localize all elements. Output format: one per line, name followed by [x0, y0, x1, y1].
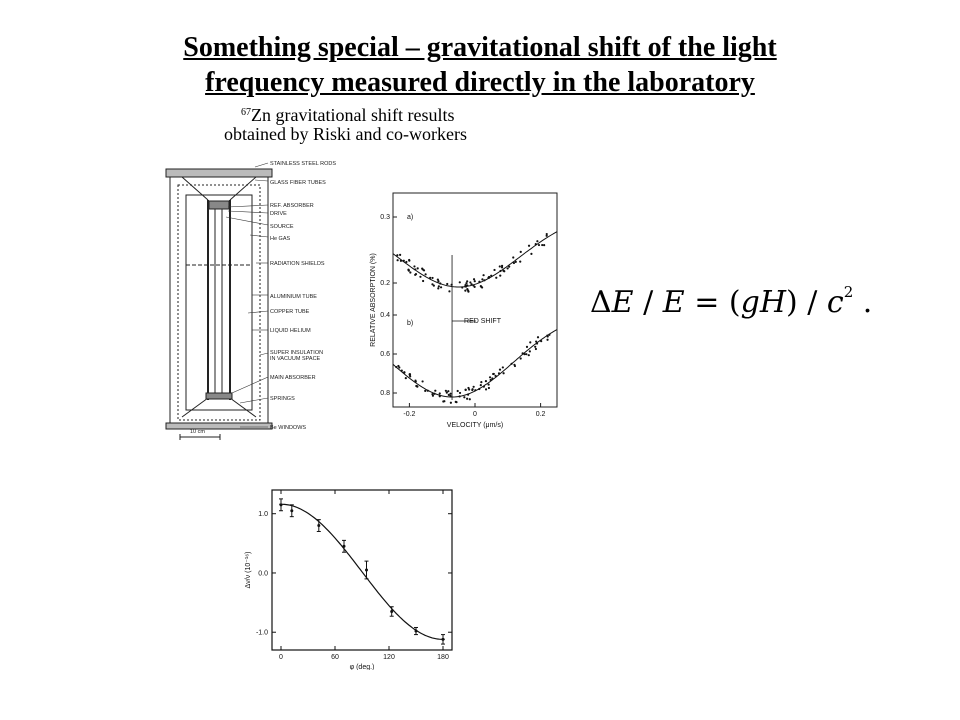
data-point: [491, 377, 493, 379]
data-point: [483, 386, 485, 388]
data-point: [499, 369, 501, 371]
y-tick-label: 0.2: [380, 280, 390, 287]
panel-label: b): [407, 320, 414, 327]
data-point: [461, 286, 463, 288]
data-point: [473, 386, 475, 388]
eq-equals: = (: [684, 285, 741, 320]
eq-g: g: [740, 285, 760, 320]
data-point: [512, 256, 514, 258]
y-tick-label: 0.6: [380, 351, 390, 358]
data-point: [473, 278, 475, 280]
bottom-plate: [166, 423, 272, 429]
data-point: [535, 340, 537, 342]
eq-close: ) /: [785, 285, 827, 320]
data-point: [459, 392, 461, 394]
y-tick-label: 0.3: [380, 214, 390, 221]
data-point: [408, 260, 410, 262]
data-point: [480, 381, 482, 383]
data-point: [471, 389, 473, 391]
data-point: [413, 265, 415, 267]
data-point: [513, 262, 515, 264]
eq-exponent: 2: [843, 283, 854, 301]
data-point: [480, 384, 482, 386]
y-tick-label: 1.0: [258, 511, 268, 519]
data-point: [397, 365, 399, 367]
data-point: [416, 385, 418, 387]
eq-E-denominator: E: [662, 285, 685, 320]
eq-c: c: [826, 285, 844, 320]
data-point: [458, 395, 460, 397]
apparatus-label: STAINLESS STEEL RODS: [270, 161, 337, 167]
data-point: [466, 288, 468, 290]
data-point: [488, 277, 490, 279]
data-point: [485, 380, 487, 382]
data-point: [481, 286, 483, 288]
data-point: [523, 353, 525, 355]
main-absorber-holder: [206, 393, 232, 399]
eq-period: .: [853, 285, 873, 320]
data-point: [401, 369, 403, 371]
data-point: [409, 271, 411, 273]
data-point: [427, 390, 429, 392]
panel-label: a): [407, 214, 414, 221]
eq-delta: Δ: [590, 285, 612, 320]
data-point: [438, 285, 440, 287]
data-point: [463, 396, 465, 398]
data-point: [446, 391, 448, 393]
data-point: [467, 291, 469, 293]
data-point: [528, 354, 530, 356]
data-point: [536, 342, 538, 344]
data-point: [520, 357, 522, 359]
eq-E-numerator: E: [611, 285, 634, 320]
data-point: [485, 388, 487, 390]
scale-label: 10 cm: [190, 429, 205, 435]
leader-lines: [226, 163, 268, 427]
data-point: [455, 401, 457, 403]
data-point: [434, 390, 436, 392]
data-point: [403, 260, 405, 262]
apparatus-labels: [270, 161, 336, 431]
fit-curve: [279, 504, 445, 639]
top-cone: [182, 177, 256, 200]
data-point: [534, 346, 536, 348]
caption-text-1: Zn gravitational shift results: [251, 105, 455, 125]
data-point: [493, 269, 495, 271]
data-point: [543, 244, 545, 246]
data-point: [417, 267, 419, 269]
data-point: [440, 286, 442, 288]
data-point: [529, 350, 531, 352]
data-point: [365, 569, 368, 572]
data-point: [515, 261, 517, 263]
source-holder: [209, 201, 229, 209]
data-point: [538, 244, 540, 246]
data-point: [520, 251, 522, 253]
x-axis-label: VELOCITY (μm/s): [446, 422, 504, 429]
data-point: [396, 254, 398, 256]
data-point: [474, 280, 476, 282]
data-point: [405, 377, 407, 379]
data-point: [464, 289, 466, 291]
data-point: [290, 509, 293, 512]
y-tick-label: -1.0: [255, 629, 268, 637]
data-point: [501, 266, 503, 268]
data-point: [536, 240, 538, 242]
data-point: [490, 379, 492, 381]
data-point: [508, 265, 510, 267]
y-tick-label: 0.8: [380, 390, 390, 397]
x-tick-label: 0: [279, 654, 283, 661]
data-point: [397, 259, 399, 261]
apparatus-label: LIQUID HELIUM: [270, 328, 311, 334]
apparatus-label: MAIN ABSORBER: [270, 375, 316, 381]
data-point: [414, 379, 416, 381]
x-tick-label: -0.2: [403, 411, 416, 418]
data-point: [503, 270, 505, 272]
data-point: [437, 280, 439, 282]
data-point: [466, 280, 468, 282]
data-point: [442, 638, 445, 641]
data-point: [409, 373, 411, 375]
gravitational-shift-equation: [590, 272, 872, 323]
caption-line-1: [224, 103, 467, 125]
data-point: [526, 346, 528, 348]
data-point: [478, 388, 480, 390]
y-tick-label: 0.4: [380, 312, 390, 319]
data-point: [390, 610, 393, 613]
data-point: [489, 376, 491, 378]
data-point: [514, 365, 516, 367]
x-tick-label: 0.2: [535, 411, 546, 418]
apparatus-diagram: [160, 155, 370, 440]
eq-slash: /: [633, 285, 663, 320]
data-point: [474, 389, 476, 391]
data-point: [507, 267, 509, 269]
data-point: [535, 348, 537, 350]
data-point: [495, 277, 497, 279]
data-point: [490, 275, 492, 277]
x-tick-label: 0: [473, 411, 477, 418]
data-point: [546, 235, 548, 237]
data-point: [439, 282, 441, 284]
outer-cryostat: [170, 175, 268, 427]
data-point: [488, 383, 490, 385]
x-tick-label: 180: [437, 654, 449, 661]
data-point: [530, 253, 532, 255]
bottom-cone: [182, 398, 256, 417]
data-point: [498, 372, 500, 374]
apparatus-label: RADIATION SHIELDS: [270, 261, 325, 267]
y-axis-label: Δν/ν (10⁻¹⁶): [245, 551, 252, 589]
red-shift-label: RED SHIFT: [464, 318, 501, 325]
data-point: [499, 265, 501, 267]
data-point: [469, 398, 471, 400]
data-point: [464, 284, 466, 286]
data-point: [421, 380, 423, 382]
x-tick-label: 60: [331, 654, 339, 661]
data-point: [395, 366, 397, 368]
apparatus-label: Be WINDOWS: [270, 425, 307, 431]
data-point: [431, 393, 433, 395]
data-point: [421, 268, 423, 270]
apparatus-label: REF. ABSORBER: [270, 203, 314, 209]
data-point: [481, 278, 483, 280]
data-point: [407, 269, 409, 271]
data-point: [537, 336, 539, 338]
data-point: [448, 394, 450, 396]
data-point: [415, 630, 418, 633]
title-line-1: Something special – gravitational shift of the light: [183, 32, 777, 63]
data-point: [414, 268, 416, 270]
data-point: [470, 283, 472, 285]
data-point: [466, 398, 468, 400]
apparatus-label: ALUMINIUM TUBE: [270, 294, 317, 300]
data-point: [457, 390, 459, 392]
data-point: [510, 363, 512, 365]
data-point: [424, 390, 426, 392]
data-point: [547, 335, 549, 337]
data-point: [540, 340, 542, 342]
data-point: [450, 402, 452, 404]
data-point: [465, 389, 467, 391]
apparatus-label: SUPER INSULATION: [270, 350, 324, 356]
data-point: [502, 372, 504, 374]
data-point: [482, 274, 484, 276]
figure-caption: [224, 103, 467, 144]
x-axis-label: φ (deg.): [349, 664, 375, 670]
inner-cryostat: [178, 185, 260, 420]
data-point: [546, 339, 548, 341]
x-tick-label: 120: [383, 654, 395, 661]
data-point: [548, 334, 550, 336]
slide-title: [0, 30, 960, 100]
top-flange: [166, 169, 272, 177]
data-point: [467, 387, 469, 389]
apparatus-label: COPPER TUBE: [270, 309, 310, 315]
data-point: [483, 279, 485, 281]
data-point: [439, 395, 441, 397]
eq-H: H: [759, 285, 786, 320]
data-point: [494, 375, 496, 377]
data-point: [474, 286, 476, 288]
plot-frame: [272, 490, 452, 650]
radiation-shield: [186, 195, 252, 410]
data-point: [431, 283, 433, 285]
data-point: [400, 260, 402, 262]
data-point: [467, 394, 469, 396]
data-point: [425, 273, 427, 275]
data-point: [469, 281, 471, 283]
data-point: [459, 281, 461, 283]
data-point: [422, 280, 424, 282]
caption-isotope-number: 67: [241, 107, 251, 118]
data-point: [502, 366, 504, 368]
data-point: [317, 524, 320, 527]
apparatus-label: SPRINGS: [270, 396, 295, 402]
data-point: [528, 245, 530, 247]
data-point: [492, 373, 494, 375]
apparatus-label: GLASS FIBER TUBES: [270, 180, 326, 186]
data-point: [488, 387, 490, 389]
data-point: [343, 545, 346, 548]
data-point: [448, 290, 450, 292]
data-point: [419, 276, 421, 278]
data-point: [437, 287, 439, 289]
data-point: [405, 261, 407, 263]
data-point: [499, 275, 501, 277]
data-point: [399, 254, 401, 256]
data-point: [541, 244, 543, 246]
data-point: [535, 243, 537, 245]
apparatus-label: SOURCE: [270, 224, 294, 230]
absorption-chart: [365, 185, 565, 435]
data-point: [403, 371, 405, 373]
frequency-shift-chart: [240, 485, 460, 670]
data-point: [439, 392, 441, 394]
y-tick-label: 0.0: [258, 570, 268, 578]
caption-line-2: obtained by Riski and co-workers: [224, 124, 467, 144]
y-axis-label: RELATIVE ABSORPTION (%): [370, 253, 377, 347]
title-line-2: frequency measured directly in the laboratory: [205, 67, 755, 98]
data-point: [433, 393, 435, 395]
data-point: [499, 270, 501, 272]
data-point: [429, 277, 431, 279]
data-point: [478, 281, 480, 283]
data-point: [519, 261, 521, 263]
data-point: [442, 400, 444, 402]
apparatus-label: DRIVE: [270, 211, 287, 217]
apparatus-label: IN VACUUM SPACE: [270, 356, 321, 362]
data-point: [409, 375, 411, 377]
data-point: [280, 503, 283, 506]
apparatus-label: He GAS: [270, 236, 291, 242]
plot-frame: [393, 193, 557, 407]
data-point: [529, 341, 531, 343]
data-point: [431, 277, 433, 279]
data-point: [414, 274, 416, 276]
data-point: [446, 283, 448, 285]
